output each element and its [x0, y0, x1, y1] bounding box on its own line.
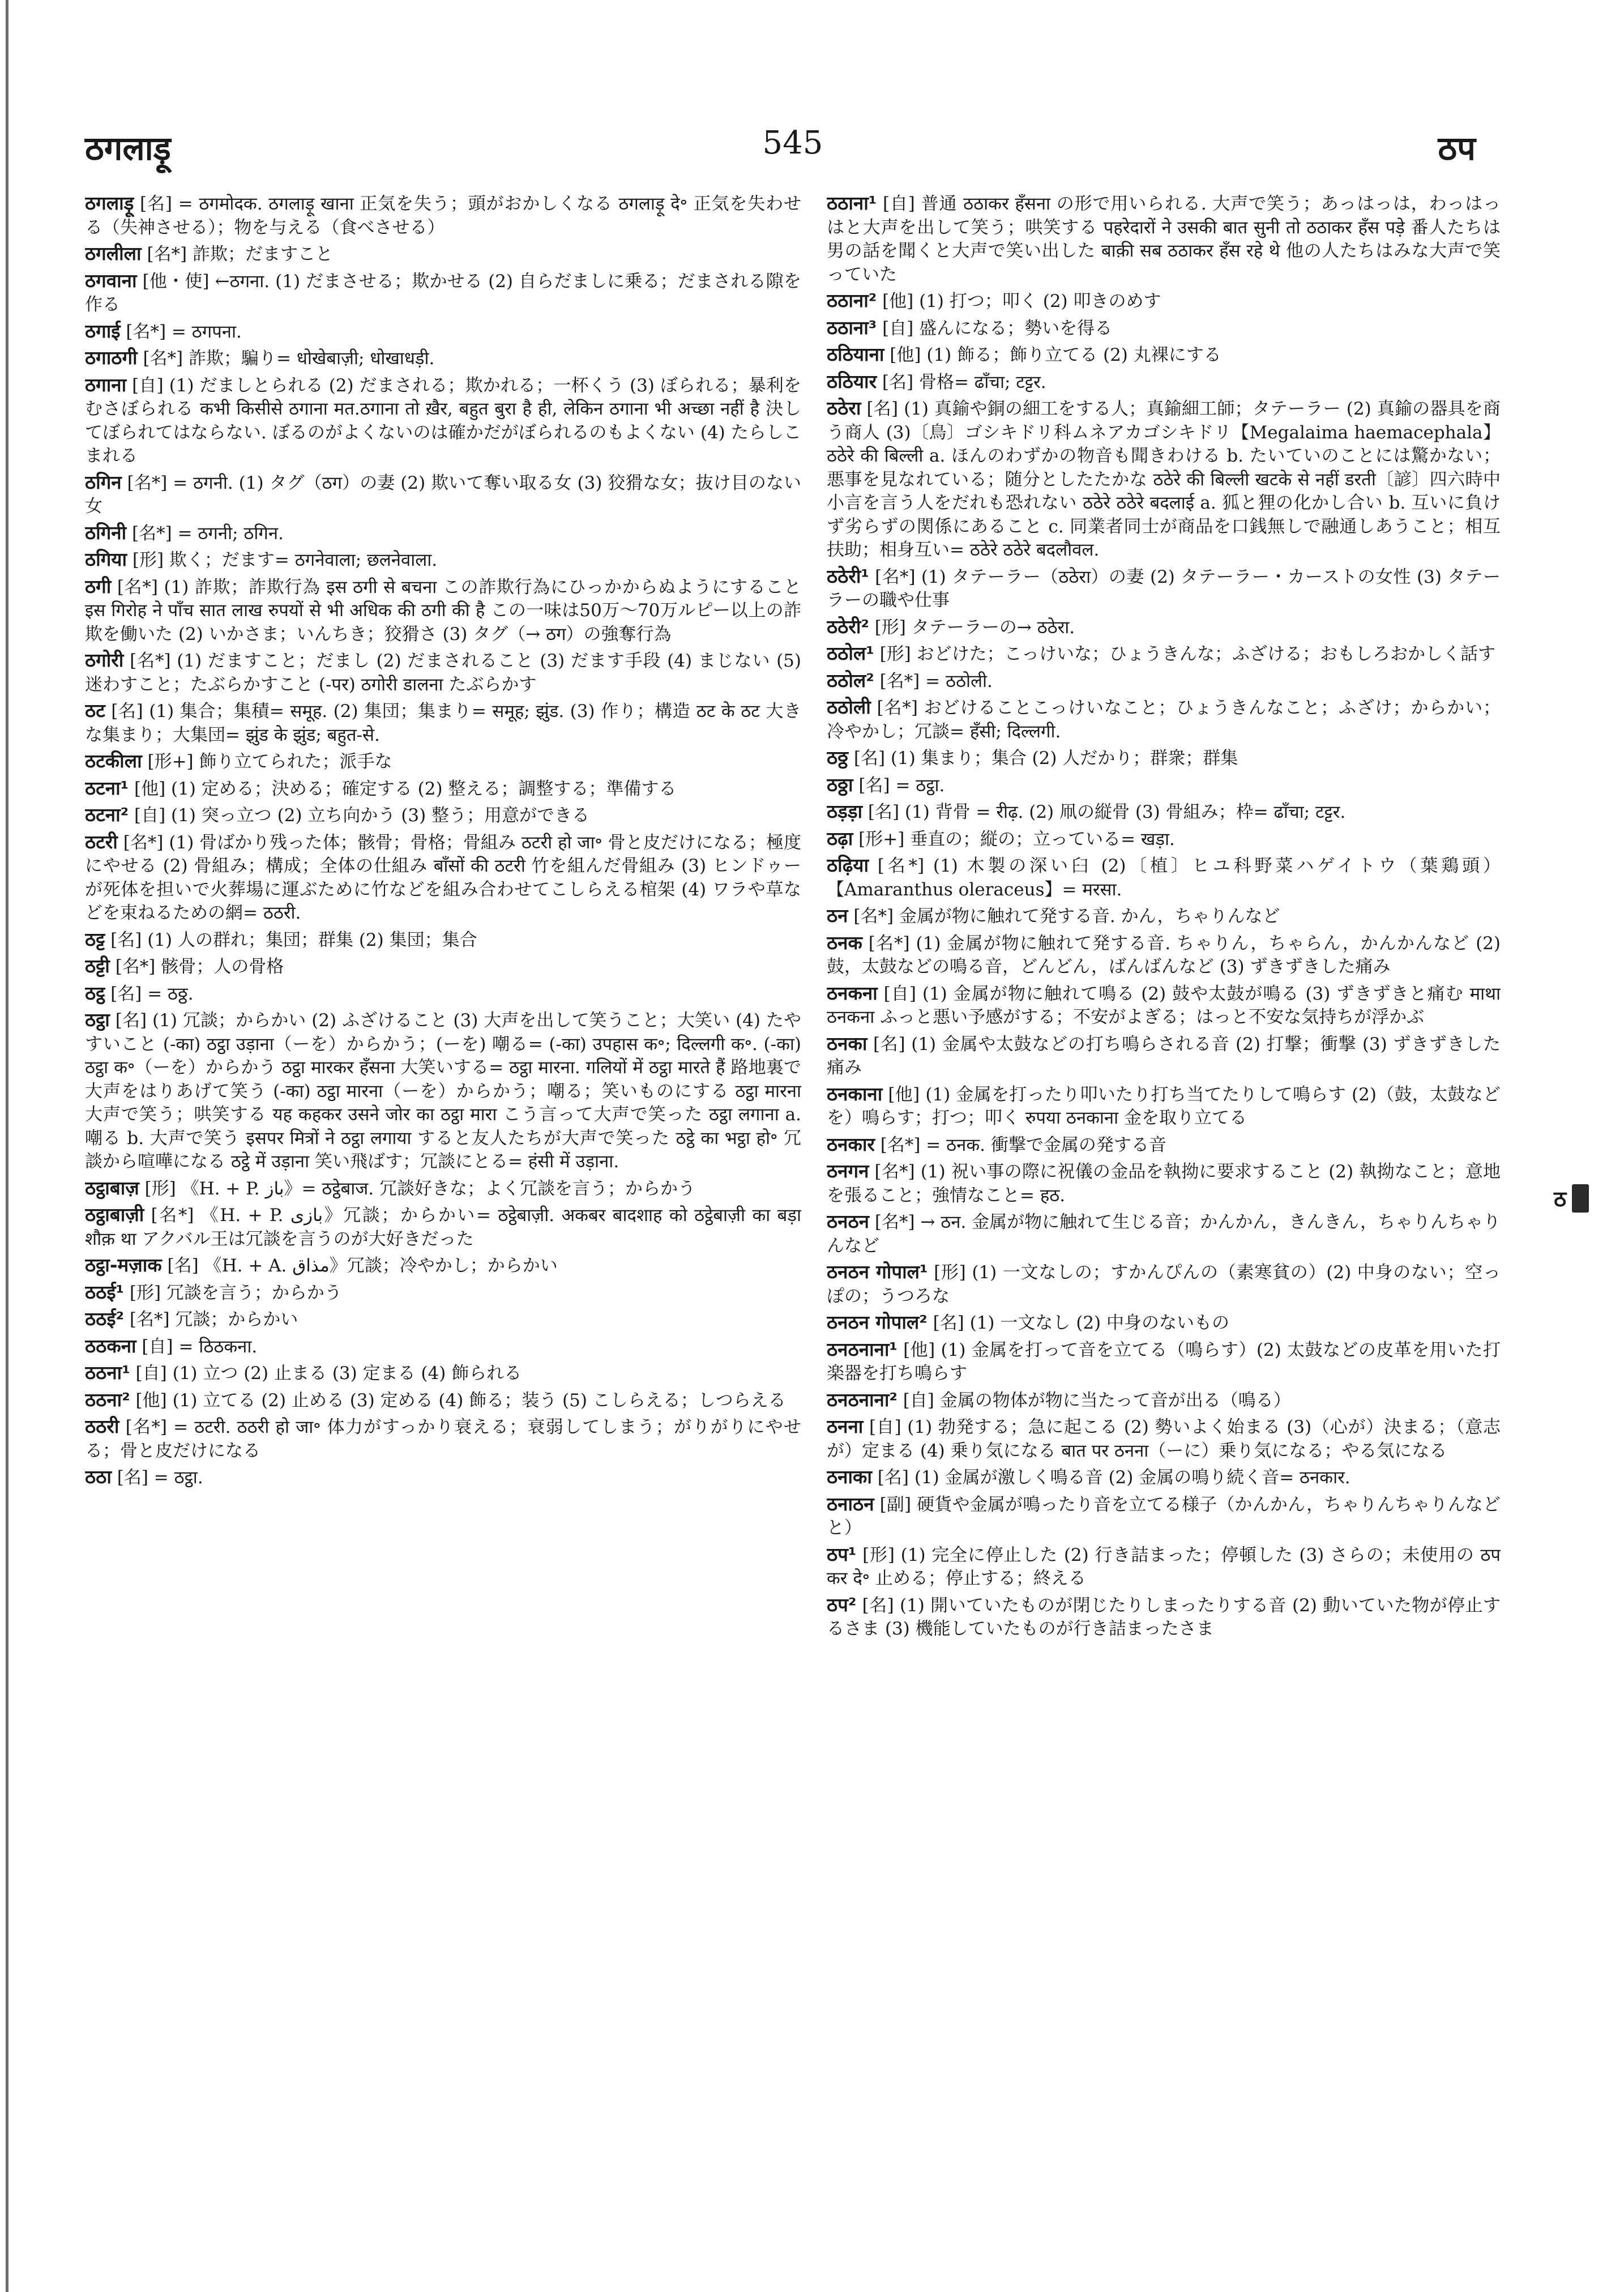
entry-definition: [形] 欺く；だます= ठगनेवाला; छलनेवाला.	[127, 550, 438, 570]
entry-definition: [形+] 垂直の；縦の；立っている= खड़ा.	[853, 829, 1175, 850]
dictionary-entry	[827, 1159, 1501, 1207]
entry-definition: [他] (1) 定める；決める；確定する (2) 整える；調整する；準備する	[129, 778, 677, 799]
entry-headword: ठट्ठा	[85, 1009, 110, 1031]
dictionary-entry	[85, 928, 801, 953]
entry-definition: [他] (1) 飾る；飾り立てる (2) 丸裸にする	[884, 345, 1221, 365]
dictionary-entry	[85, 1203, 801, 1251]
dictionary-entry	[85, 749, 801, 774]
entry-headword: ठनना	[827, 1415, 864, 1437]
dictionary-entry	[827, 853, 1501, 902]
dictionary-entry	[85, 548, 801, 573]
entry-definition: [他] (1) 打つ；叩く (2) 叩きのめす	[877, 291, 1161, 311]
entry-definition: [名*] (1) タテーラー（ठठेरा）の妻 (2) タテーラー・カーストの女性 (3) タテーラーの職や仕事	[827, 566, 1501, 611]
entry-headword: ठटरी	[85, 830, 118, 853]
dictionary-entry	[827, 931, 1501, 979]
entry-headword: ठनकना	[827, 981, 878, 1004]
entry-headword: ठगिनी	[85, 521, 127, 544]
entry-definition: [名] (1) 背骨 = रीढ़. (2) 凧の縦骨 (3) 骨組み；枠= ढाँचा; टट्टर.	[862, 802, 1346, 822]
dictionary-entry	[827, 1593, 1501, 1641]
entry-definition: [名*] 骸骨；人の骨格	[109, 957, 284, 977]
entry-headword: ठगाई	[85, 319, 121, 342]
entry-definition: [形] (1) 完全に停止した (2) 行き詰まった；停頓した (3) さらの；未使用の ठप कर दे॰ 止める；停止する；終える	[827, 1544, 1501, 1589]
entry-definition: [名*] (1) 祝い事の際に祝儀の金品を執拗に要求すること (2) 執拗なこと；意地を張ること；強情なこと= हठ.	[827, 1162, 1501, 1206]
right-column	[827, 191, 1501, 2287]
dictionary-entry	[827, 1388, 1501, 1413]
entry-definition: [名] (1) 一文なし (2) 中身のないもの	[927, 1313, 1229, 1333]
entry-headword: ठनक	[827, 931, 862, 954]
entry-definition: [形] タテーラーの→ ठठेरा.	[869, 617, 1075, 638]
dictionary-entry	[85, 1388, 801, 1413]
dictionary-entry	[827, 746, 1501, 771]
entry-headword: ठप²	[827, 1593, 857, 1616]
entry-definition: [他] (1) 金属を打ったり叩いたり打ち当てたりして鳴らす (2)（鼓，太鼓などを）鳴らす；打つ；叩く रुपया ठनकाना 金を取り立てる	[827, 1084, 1501, 1128]
entry-headword: ठनठन	[827, 1210, 869, 1232]
entry-definition: [名] (1) 冗談；からかい (2) ふざけること (3) 大声を出して笑うこと；大笑い (4) たやすいこと (-का) ठट्ठा उड़ाना（ーを）からかう；(ーを) 嘲る= (-का) उपहास क॰; दिल्लगी क॰. (-का) ठट्ठा क॰（ーを）からかう ठट्ठा मारकर हँसना 大笑いする= ठट्ठा मारना. गलियों में ठट्ठा मारते हैं 路地裏で大声をはりあげて笑う (-का) ठट्ठा मारना（ーを）からかう；嘲る；笑いものにする ठट्ठा मारना 大声で笑う；哄笑する यह कहकर उसने जोर का ठट्ठा मारा こう言って大声で笑った ठट्ठा लगाना a. 嘲る b. 大声で笑う इसपर मित्रों ने ठट्ठा लगाया すると友人たちが大声で笑った ठट्ठे का भट्ठा हो॰ 冗談から喧嘩になる ठट्ठे में उड़ाना 笑い飛ばす；冗談にとる= हंसी में उड़ाना.	[85, 1010, 801, 1172]
dictionary-entry	[827, 642, 1501, 667]
entry-definition: [名*] おどけることこっけいなこと；ひょうきんなこと；ふざけ；からかい；冷やかし；冗談= हँसी; दिल्लगी.	[827, 698, 1501, 742]
entry-headword: ठठाना³	[827, 316, 877, 339]
entry-headword: ठड़ड़ा	[827, 800, 863, 822]
dictionary-entry	[85, 648, 801, 697]
entry-definition: [形] 《H. + P. باز》= ठट्ठेबाज. 冗談好きな；よく冗談を言う；からかう	[139, 1178, 695, 1199]
entry-definition: [名*] (1) 金属が物に触れて発する音. ちゃりん，ちゃらん，かんかんなど (2) 鼓，太鼓などの鳴る音，どんどん，ばんばんなど (3) ずきずきした痛み	[827, 933, 1501, 977]
dictionary-entry	[827, 316, 1501, 341]
entry-definition: [名*] 金属が物に触れて発する音. かん，ちゃりんなど	[848, 906, 1280, 927]
entry-definition: [他] (1) 金属を打って音を立てる（鳴らす）(2) 太鼓などの皮革を用いた打楽器を打ち鳴らす	[827, 1339, 1501, 1384]
page-number: 545	[762, 125, 823, 161]
entry-headword: ठगलाड़ू	[85, 192, 134, 214]
entry-headword: ठढ़िया	[827, 854, 869, 876]
entry-headword: ठट्टी	[85, 955, 110, 977]
dictionary-entry	[85, 699, 801, 747]
dictionary-entry	[85, 776, 801, 801]
entry-headword: ठनकाना	[827, 1082, 883, 1105]
entry-definition: [自] (1) 金属が物に触れて鳴る (2) 鼓や太鼓が鳴る (3) ずきずきと痛む माथा ठनकना ふっと悪い予感がする；不安がよぎる；はっと不安な気持ちが浮かぶ	[827, 983, 1501, 1027]
entry-headword: ठनगन	[827, 1160, 869, 1182]
dictionary-entry	[85, 242, 801, 267]
dictionary-entry	[827, 981, 1501, 1030]
entry-headword: ठप¹	[827, 1543, 857, 1565]
entry-definition: [自] (1) 突っ立つ (2) 立ち向かう (3) 整う；用意ができる	[129, 805, 590, 826]
dictionary-entry	[827, 289, 1501, 314]
entry-definition: [名*] (1) 詐欺；詐欺行為 इस ठगी से बचना この詐欺行為にひっかからぬようにすること इस गिरोह ने पाँच सात लाख रुपयों से भी अधिक की ठगी की है この一味は50万〜70万ルピー以上の詐欺を働いた (2) いかさま；いんちき；狡猾さ (3) タグ（→ ठग）の強奪行為	[85, 577, 801, 645]
dictionary-entry	[827, 1210, 1501, 1258]
dictionary-entry	[85, 346, 801, 371]
dictionary-entry	[827, 565, 1501, 613]
entry-definition: [名] (1) 真鍮や銅の細工をする人；真鍮細工師；タテーラー (2) 真鍮の器具を商う商人 (3)〔鳥〕ゴシキドリ科ムネアカゴシキドリ【Megalaima haemacephala】ठठेरे की बिल्ली a. ほんのわずかの物音も聞きわける b. たいていのことには驚かない；悪事を見なれている；随分としたたかな ठठेरे की बिल्ली खटके से नहीं डरती〔諺〕四六時中小言を言う人をだれも恐れない ठठेरे ठठेरे बदलाई a. 狐と狸の化かし合い b. 互いに負けず劣らずの関係にあること c. 同業者同士が商品を口銭無しで融通しあうこと；相互扶助；相身互い= ठठेरे ठठेरे बदलौवल.	[827, 399, 1501, 560]
entry-definition: [名*] (1) だますこと；だまし (2) だまされること (3) だます手段 (4) まじない (5) 迷わすこと；たぶらかすこと (-पर) ठगोरी डालना たぶらかす	[85, 651, 801, 695]
entry-headword: ठठई¹	[85, 1281, 125, 1303]
dictionary-entry	[827, 343, 1501, 368]
entry-definition: [自] (1) 勃発する；急に起こる (2) 勢いよく始まる (3)（心が）決まる；（意志が）定まる (4) 乗り気になる बात पर ठनना（ーに）乗り気になる；やる気になる	[827, 1417, 1501, 1461]
left-guide-word: ठगलाड़ू	[85, 129, 171, 168]
entry-headword: ठटना²	[85, 804, 129, 826]
entry-headword: ठठोल¹	[827, 642, 874, 664]
entry-headword: ठनठन गोपाल²	[827, 1311, 928, 1333]
entry-definition: [名*] = ठगनी; ठगिन.	[126, 523, 284, 544]
dictionary-entry	[85, 1253, 801, 1278]
dictionary-entry	[85, 954, 801, 979]
dictionary-entry	[85, 1281, 801, 1305]
dictionary-entry	[827, 1415, 1501, 1463]
dictionary-entry	[827, 1082, 1501, 1130]
entry-headword: ठट	[85, 699, 105, 722]
entry-definition: [形] 冗談を言う；からかう	[124, 1282, 342, 1303]
entry-definition: [名*] 《H. + P. بازی》冗談；からかい= ठट्ठेबाज़ी. अकबर बादशाह को ठट्ठेबाज़ी का बड़ा शौक़ था アクバル王は冗談を言うのが大好きだった	[85, 1205, 801, 1249]
entry-definition: [名] = ठगमोदक. ठगलाड़ू खाना 正気を失う；頭がおかしくなる ठगलाड़ू दे॰ 正気を失わせる（失神させる）；物を与える（食べさせる）	[85, 194, 801, 238]
entry-headword: ठठई²	[85, 1308, 125, 1330]
dictionary-entry	[85, 1307, 801, 1332]
dictionary-entry	[85, 1008, 801, 1174]
entry-headword: ठगोरी	[85, 649, 124, 671]
entry-headword: ठनाका	[827, 1466, 872, 1488]
entry-headword: ठगवाना	[85, 269, 137, 292]
entry-headword: ठट्ठाबाज़	[85, 1176, 139, 1199]
entry-definition: [自] = ठिठकना.	[136, 1336, 258, 1357]
entry-definition: [他] (1) 立てる (2) 止める (3) 定める (4) 飾る；装う (5) こしらえる；しつらえる	[130, 1390, 786, 1411]
dictionary-entry	[85, 1361, 801, 1386]
dictionary-entry	[827, 1260, 1501, 1308]
entry-headword: ठठना²	[85, 1388, 130, 1411]
entry-definition: [名*] = ठटरी. ठठरी हो जा॰ 体力がすっかり衰える；衰弱してしまう；がりがりにやせる；骨と皮だけになる	[85, 1417, 801, 1461]
entry-headword: ठढ़ा	[827, 827, 853, 850]
entry-headword: ठठना¹	[85, 1361, 130, 1384]
entry-headword: ठठियार	[827, 370, 877, 392]
entry-definition: [名] (1) 集合；集積= समूह. (2) 集団；集まり= समूह; झुंड. (3) 作り；構造 ठट के ठट 大きな集まり；大集団= झुंड के झुंड; बहुत-से.	[85, 701, 801, 745]
dictionary-entry	[827, 370, 1501, 395]
entry-headword: ठगाना	[85, 373, 127, 396]
dictionary-entry	[827, 1338, 1501, 1386]
entry-headword: ठठाना²	[827, 289, 877, 311]
entry-definition: [名*] = ठनक. 衝撃で金属の発する音	[874, 1134, 1166, 1155]
dictionary-entry	[827, 904, 1501, 929]
dictionary-entry	[827, 191, 1501, 287]
entry-headword: ठठाना¹	[827, 192, 877, 214]
entry-headword: ठठा	[85, 1466, 112, 1488]
entry-definition: [自] (1) 立つ (2) 止まる (3) 定まる (4) 飾られる	[130, 1363, 522, 1384]
entry-headword: ठट्ठा-मज़ाक	[85, 1254, 162, 1276]
dictionary-entry	[827, 773, 1501, 798]
entry-headword: ठगाठगी	[85, 347, 138, 369]
entry-headword: ठठेरा	[827, 397, 861, 419]
dictionary-entry	[827, 1492, 1501, 1540]
entry-headword: ठगी	[85, 575, 112, 597]
entry-headword: ठठोल²	[827, 669, 874, 692]
dictionary-entry	[85, 373, 801, 468]
entry-definition: [自] (1) だましとられる (2) だまされる；欺かれる；一杯くう (3) ぼられる；暴利をむさぼられる कभी किसीसे ठगाना मत.ठगाना तो ख़ैर, बहुत बुरा है ही, लेकिन ठगाना भी अच्छा नहीं है 決してぼられてはならない. ぼるのがよくないのは確かだがぼられるのもよくない (4) たらしこまれる	[85, 375, 801, 466]
dictionary-entry	[827, 1032, 1501, 1080]
entry-definition: [副] 硬貨や金属が鳴ったり音を立てる様子（かんかん，ちゃりんちゃりんなどと）	[827, 1494, 1501, 1538]
entry-definition: [名*] = ठठोली.	[874, 671, 993, 692]
entry-definition: [名] (1) 金属が激しく鳴る音 (2) 金属の鳴り続く音= ठनकार.	[871, 1467, 1351, 1488]
entry-headword: ठट्ठाबाज़ी	[85, 1203, 144, 1226]
entry-definition: [自] 金属の物体が物に当たって音が出る（鳴る）	[897, 1390, 1291, 1411]
entry-headword: ठगलीला	[85, 242, 142, 264]
dictionary-entry	[827, 1311, 1501, 1335]
left-column	[85, 191, 801, 2287]
page-gutter-line	[6, 0, 8, 2292]
page-header	[0, 0, 1624, 187]
dictionary-entry	[85, 981, 801, 1006]
entry-headword: ठट्ठ	[85, 981, 105, 1004]
entry-definition: [名] = ठठ्ठ.	[105, 983, 194, 1004]
dictionary-entry	[85, 191, 801, 240]
dictionary-entry	[827, 669, 1501, 694]
thumb-tab-block	[1572, 1184, 1589, 1213]
dictionary-entry	[827, 695, 1501, 744]
entry-definition: [名] 《H. + A. مذاق》冗談；冷やかし；からかい	[161, 1256, 558, 1276]
dictionary-entry	[85, 319, 801, 344]
entry-definition: [形] (1) 一文なしの；すかんぴんの（素寒貧の）(2) 中身のない；空っぽの；うつろな	[827, 1262, 1501, 1307]
right-guide-word: ठप	[1438, 129, 1476, 168]
entry-headword: ठटना¹	[85, 776, 129, 799]
entry-definition: [名] = ठट्ठा.	[853, 775, 945, 796]
entry-headword: ठनठनाना¹	[827, 1338, 898, 1360]
entry-definition: [名] (1) 金属や太鼓などの打ち鳴らされる音 (2) 打撃；衝撃 (3) ずきずきした痛み	[827, 1034, 1501, 1078]
dictionary-entry	[85, 1415, 801, 1463]
dictionary-entry	[85, 575, 801, 647]
dictionary-entry	[85, 803, 801, 828]
dictionary-entry	[827, 1133, 1501, 1158]
entry-definition: [形+] 飾り立てられた；派手な	[142, 752, 392, 772]
entry-headword: ठट्ट	[85, 928, 105, 950]
entry-headword: ठन	[827, 904, 848, 927]
dictionary-entry	[85, 521, 801, 546]
entry-definition: [名] (1) 人の群れ；集団；群集 (2) 集団；集合	[105, 929, 477, 950]
entry-definition: [形] おどけた；こっけいな；ひょうきんな；ふざける；おもしろおかしく話す	[874, 644, 1496, 664]
entry-definition: [名*] → ठन. 金属が物に触れて生じる音；かんかん，きんきん，ちゃりんちゃりんなど	[827, 1212, 1501, 1256]
entry-definition: [自] 盛んになる；勢いを得る	[877, 318, 1113, 339]
entry-headword: ठठोली	[827, 696, 871, 718]
dictionary-entry	[85, 1176, 801, 1201]
entry-definition: [自] 普通 ठठाकर हँसना の形で用いられる. 大声で笑う；あっはっは，わっはっはと大声を出して笑う；哄笑する पहरेदारों ने उसकी बात सुनी तो ठठाकर हँस पड़े 番人たちは男の話を聞くと大声で笑い出した बाक़ी सब ठठाकर हँस रहे थे 他の人たちはみな大声で笑っていた	[827, 194, 1501, 285]
entry-definition: [名*] 詐欺；騙り= धोखेबाज़ी; धोखाधड़ी.	[137, 348, 435, 369]
entry-headword: ठठेरी²	[827, 615, 869, 638]
entry-headword: ठनाठन	[827, 1492, 874, 1515]
entry-definition: [名*] (1) 木製の深い臼 (2)〔植〕ヒユ科野菜ハゲイトウ（葉鶏頭）【Amaranthus oleraceus】= मरसा.	[827, 856, 1501, 900]
dictionary-entry	[85, 830, 801, 925]
entry-headword: ठनका	[827, 1032, 867, 1055]
dictionary-entry	[85, 471, 801, 519]
entry-definition: [名*] 冗談；からかい	[124, 1309, 298, 1330]
entry-definition: [名*] = ठगनी. (1) タグ（ठग）の妻 (2) 欺いて奪い取る女 (3) 狡猾な女；抜け目のない女	[85, 472, 801, 517]
entry-definition: [名*] 詐欺；だますこと	[141, 244, 334, 264]
entry-headword: ठठेरी¹	[827, 565, 869, 587]
entry-definition: [名] = ठट्ठा.	[111, 1467, 203, 1488]
dictionary-entry	[827, 1543, 1501, 1591]
thumb-index-tab	[1554, 1184, 1589, 1213]
entry-headword: ठटकीला	[85, 750, 142, 772]
thumb-tab-letter: ठ	[1554, 1186, 1567, 1211]
entry-definition: [名] 骨格= ढाँचा; टट्टर.	[877, 372, 1046, 392]
dictionary-entry	[827, 800, 1501, 825]
entry-headword: ठनठनाना²	[827, 1388, 898, 1411]
entry-headword: ठठकना	[85, 1334, 136, 1357]
entry-definition: [他・使] ←ठगना. (1) だまさせる；欺かせる (2) 自らだましに乗る；だまされる隙を作る	[85, 271, 801, 315]
entry-headword: ठनकार	[827, 1133, 875, 1155]
dictionary-entry	[85, 1465, 801, 1490]
entry-definition: [名] (1) 開いていたものが閉じたりしまったりする音 (2) 動いていた物が停止するさま (3) 機能していたものが行き詰まったさま	[827, 1595, 1501, 1639]
dictionary-entry	[827, 615, 1501, 640]
entry-headword: ठनठन गोपाल¹	[827, 1261, 928, 1283]
dictionary-entry	[827, 1465, 1501, 1490]
entry-headword: ठठियाना	[827, 343, 884, 365]
entry-definition: [名*] (1) 骨ばかり残った体；骸骨；骨格；骨組み ठटरी हो जा॰ 骨と皮だけになる；極度にやせる (2) 骨組み；構成；全体の仕組み बाँसों की ठटरी 竹を組んだ骨組み (3) ヒンドゥーが死体を担いで火葬場に運ぶために竹などを組み合わせてこしらえる棺架 (4) ワラや草などを束ねるための網= ठठरी.	[85, 832, 801, 923]
dictionary-entry	[827, 827, 1501, 852]
dictionary-entry	[827, 396, 1501, 562]
dictionary-entry	[85, 269, 801, 317]
entry-definition: [名] (1) 集まり；集合 (2) 人だかり；群衆；群集	[848, 748, 1238, 769]
entry-headword: ठगिया	[85, 548, 127, 570]
entry-headword: ठगिन	[85, 471, 122, 493]
entry-headword: ठठ्ठा	[827, 773, 853, 796]
entry-headword: ठठरी	[85, 1415, 119, 1437]
entry-headword: ठठ्ठ	[827, 746, 849, 769]
dictionary-entry	[85, 1334, 801, 1359]
entry-definition: [名*] = ठगपना.	[120, 321, 242, 342]
